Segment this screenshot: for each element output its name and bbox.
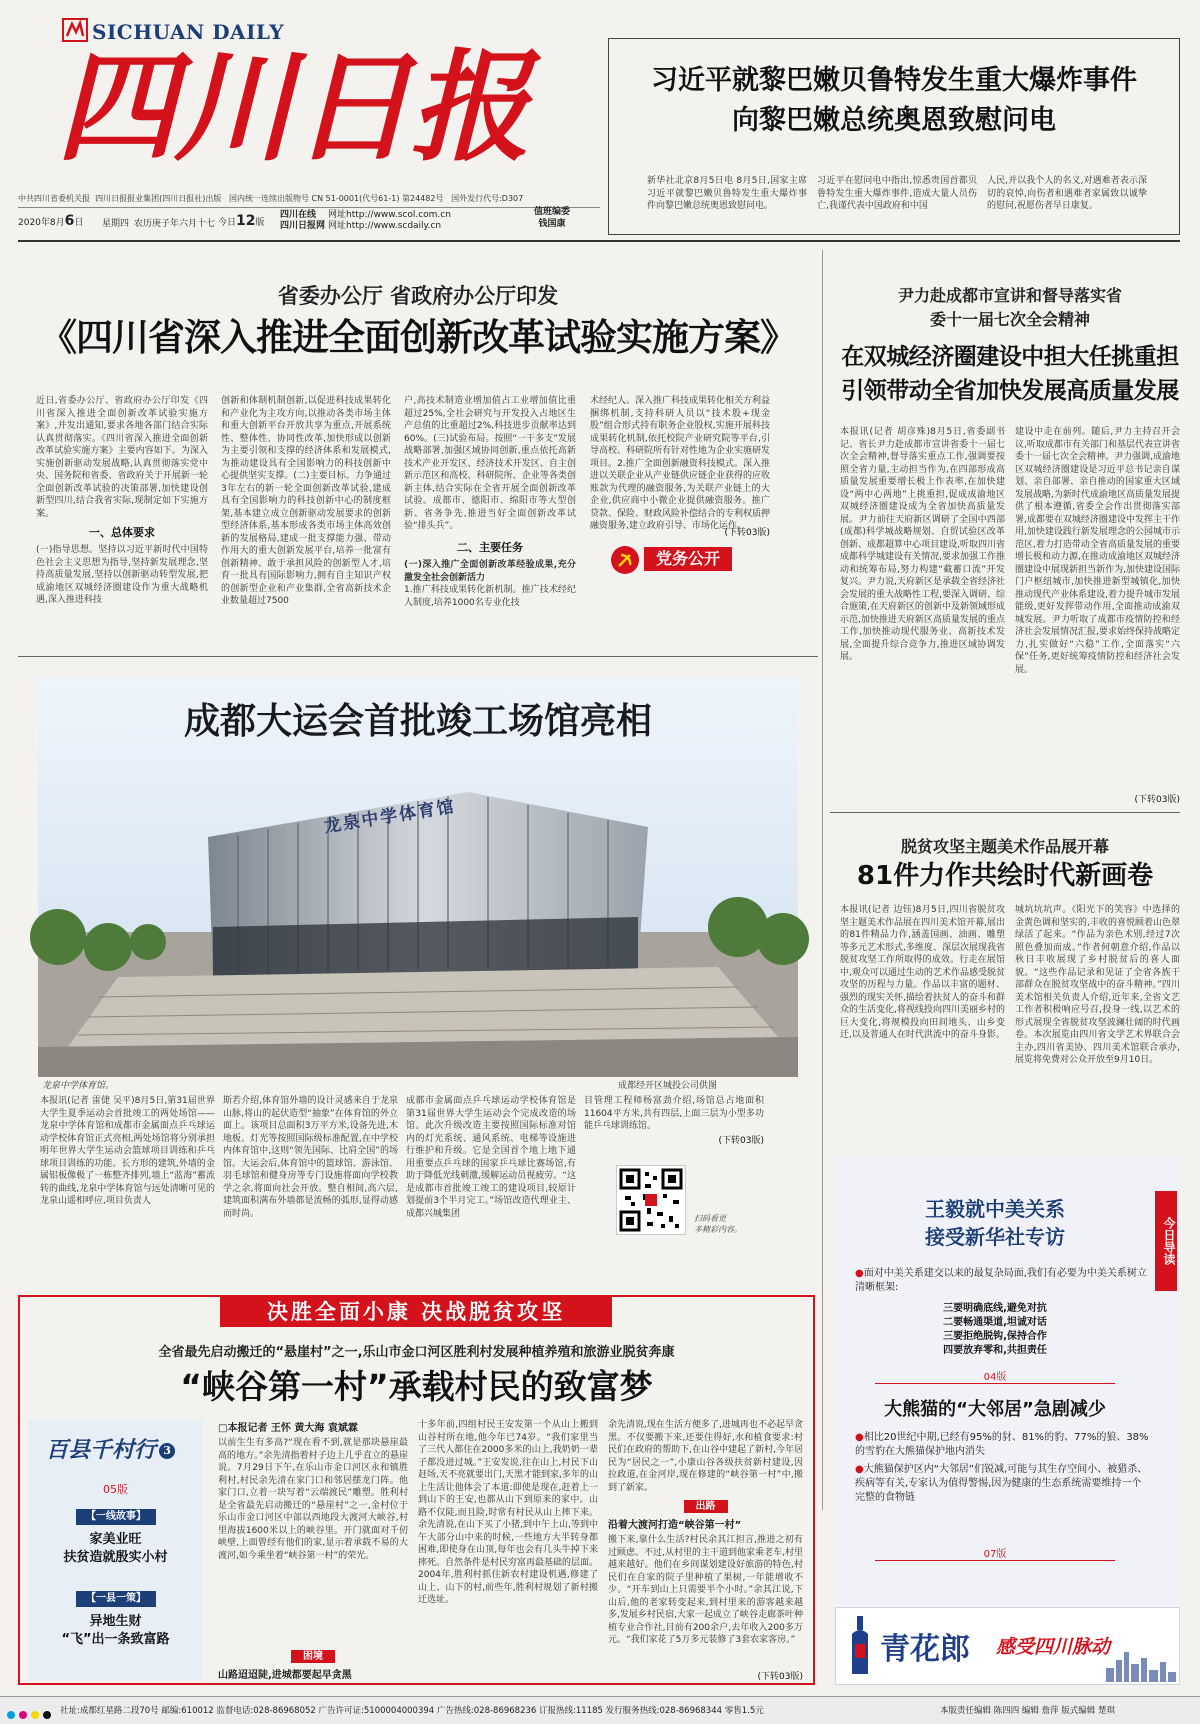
bullet-icon: ● <box>855 1432 864 1443</box>
story-2-title-line1: 异地生财 <box>89 1614 142 1629</box>
guide-item1-text <box>855 1267 1150 1295</box>
lead-col1 <box>36 395 208 650</box>
top-news-headline-line1: 习近平就黎巴嫩贝鲁特发生重大爆炸事件 <box>651 65 1137 96</box>
qr-caption <box>694 1213 742 1235</box>
footer <box>0 1696 1200 1724</box>
lunar-date: 农历庚子年六月十七 <box>134 219 216 229</box>
pages-num: 12 <box>236 213 256 229</box>
top-news-col1: 新华社北京8月5日电 8月5日,国家主席习近平就黎巴嫩贝鲁特发生重大爆炸事件向黎巴嫩总统奥恩致慰问电。 <box>647 176 807 211</box>
photo-caption: 龙泉中学体育馆。 <box>42 1081 115 1091</box>
today-guide-badge: 今日导读 <box>1155 1191 1177 1291</box>
cn-text: 国内统一连续出版物号 CN 51-0001(代号61-1) 第24482号 <box>228 194 444 203</box>
guide-point-2: 二要畅通渠道,坦诚对话 <box>943 1317 1047 1328</box>
lead-kicker: 省委办公厅 省政府办公厅印发 <box>277 284 559 308</box>
right-col2 <box>1015 426 1180 806</box>
overseas-code-text: 国外发行代号:D307 <box>451 194 524 203</box>
date-day: 6 <box>64 213 75 229</box>
lead-col1-subhead: 一、总体要求 <box>89 526 155 539</box>
top-news-box <box>608 38 1180 235</box>
guide-item1-headline[interactable] <box>835 1195 1155 1251</box>
photo-col3: 成都市金属面点乒乓球运动学校体育馆是第31届世界大学生运动会个完成改造的场馆。此次升级改造主要按照国际标准对馆内的灯光系统、通风系统、电梯等设施进行维护和升级。它是全国首个地上地下通用重要点乒乓球的国家乒乓球比赛场馆,有助于降低光线刺激,缓解运动员视疲劳。“这是成都市首批竣工竣工的建设项目,较原计划提前3个半月完工。”场馆改造代理业主、成都兴城集团 <box>406 1096 576 1219</box>
feature-col3-text: 余先清说,现在生活方便多了,进城再也不必起早贪黑。不仅要搬下来,还要住得好,水和植食要求:村民们在政府的帮助下,在山谷中建起了新村,今年居民为“居民之一”,小康山谷各级扶贫新村建设,因拉政道,在金河岸,现在修建的“峡谷第一村”中,搬到了新家。 <box>608 1420 803 1493</box>
lead-col4 <box>590 395 770 540</box>
guide-item2-text <box>855 1431 1150 1505</box>
art-col2: 城坑坑坑声。《阳光下的笑容》中选择的金黄色调和坚实的,丰收的喜悦顾着山色翠绿活了起来。“作品为亲色术别,经过7次照色叠加而成。”作者何朝意介绍,作品以秋日丰收展现了乡村脱贫后的喜人面貌。“这些作品记录和见证了全省各族干部群众在脱贫攻坚战中的奋斗精神。”四川美术馆相关负责人介绍,近年来,全省文艺工作者积极响应号召,投身一线,以艺术的形式展现全省脱贫攻坚波澜壮阔的时代画卷。本次展览由四川省文学艺术界联合会主办,四川省美协、四川美术馆联合承办,展览将免费对公众开放至9月10日。 <box>1015 905 1180 1065</box>
masthead-info-row2 <box>18 207 600 232</box>
top-news-col3: 人民,并以我个人的名义,对遇难者表示深切的哀悼,向伤者和遇难者家属致以诚挚的慰问,祝愿伤者早日康复。 <box>987 176 1147 211</box>
online-name-1: 四川在线 <box>280 210 317 220</box>
date-suffix: 日 <box>74 218 84 228</box>
feature-col3-text-b: 搬下来,靠什么生活?村民余其江担言,推进之初有过顾虑。不过,从村里的主干道到他家乘老车,村里越来越好。他们在乡间谋划建设好旅游的特色,村民们在自家的院子里种植了果树,一年能增收不少。“开车到山上只需要半个小时。”余其江说,下山后,他的老家转变起来,到村里来的游客越来越多,发展乡村民宿,大家一起成立了峡谷走廊茶叶种植专业合作社,目前有200余户,去年收入200多万元。“我们家花了5万多元装修了3套农家客房。” <box>608 1535 803 1645</box>
weekday: 星期四 <box>102 219 130 229</box>
feature-box <box>18 1295 815 1685</box>
lead-col4-text: 术经纪人。深入推广科技成果转化相关方利益捆绑机制,支持科研人员以“技术股+现金股”组合形式持有职务企业股权,实施开展科技成果转化机制,依托校院产业研究院等平台,引导高校、科研院所有针对性地为企业实施研发项目。2.推广全面创新融资科技模式。深入推进以关联企业从产业链供应链企业获得的应收账款为代理的融资服务,为关联产业链上的大企业,供应商中小微企业提供融资服务。推广贷款、保险、财政风险补偿结合的专利权质押融资服务,建立政府引导、市场化运作。 <box>590 396 771 531</box>
today-guide-sidebar <box>835 1155 1180 1685</box>
guide-point-1: 三要明确底线,避免对抗 <box>943 1303 1047 1314</box>
lead-col3 <box>404 395 576 650</box>
series-panel <box>28 1419 203 1681</box>
lead-turn-page[interactable]: (下转03版) <box>724 528 770 538</box>
top-news-headline-line2: 向黎巴嫩总统奥恩致慰问电 <box>732 105 1056 136</box>
party-emblem-icon <box>610 545 640 575</box>
story-2-title-line2: “飞”出一条致富路 <box>61 1632 170 1647</box>
photo-col4 <box>584 1095 764 1155</box>
series-page[interactable]: 05版 <box>103 1483 128 1496</box>
publisher-text: 四川日报报业集团(四川日报社)出版 <box>95 194 222 203</box>
right-headline-line1: 在双城经济圈建设中担大任挑重担 <box>841 344 1179 370</box>
building-sign: 龙泉中学体育馆 <box>322 796 458 838</box>
right-col2-text: 建设中走在前列。随后,尹力主持召开会议,听取成都市有关部门和基层代表宣讲省委十一届七次全会精神。尹力强调,成渝地区双城经济圈建设是习近平总书记亲自谋划、亲自部署、亲自推动的国家重大区域发展战略,为新时代成渝地区高质量发展提供了根本遵循,省委全会作出贯彻落实部署,成都要在双城经济圈建设中发挥主干作用,加快建设践行新发展理念的公园城市示范区,着力打造带动全省高质量发展的重要增长极和动力源,在推动成渝地区双城经济圈建设中展现新担当新作为,加快建设国际门户枢纽城市,加快推进新型城镇化,加快推动现代产业体系建设,着力提升城市发展能级,更好发挥带动作用,全面推动成渝双城发展。尹力听取了成都市疫情防控和经济社会发展情况汇报,要求始终保持战略定力,扎实做好“六稳”工作,全面落实“六保”任务,更好统筹疫情防控和经济社会发展。 <box>1015 427 1180 675</box>
art-kicker: 脱贫攻坚主题美术作品展开幕 <box>900 837 1109 856</box>
lead-col1-text-b: (一)指导思想。坚持以习近平新时代中国特色社会主义思想为指导,坚持新发展理念,坚持高质量发展,坚持以创新驱动转型发展,把成渝地区双城经济圈建设作为重大战略机遇,深入推进科技 <box>36 545 208 605</box>
photo-credit: 成都经开区城投公司供图 <box>618 1081 718 1091</box>
guide-item2-headline[interactable]: 大熊猫的“大邻居”急剧减少 <box>884 1399 1106 1420</box>
feature-col3-subhead-text: 沿着大渡河打造“峡谷第一村” <box>608 1520 742 1531</box>
guide-item2-page-label: 07版 <box>983 1549 1007 1560</box>
bullet-icon: ● <box>855 1464 864 1475</box>
feature-col1-text: 以前生生有多高?“现在看不到,就是那块悬崖最高的地方。”余先清指着村子边上几乎直立的悬崖说。7月29日下午,在乐山市金口河区永和镇胜利村,村民余先清在家门口和邻居摆龙门阵。他家门口,立着一块写着“云端渡民”雕塑。胜利村是全省最先启动搬迁的“悬崖村”之一,金村位于乐山市金口河区中部以西地段大渡河大峡谷,村里海拔1600米以上的峡谷里。开门就面对千仞峡壁,上面曾经有他们的家,显示着承载不易的大渡河,如今乘坐着“峡谷第一村”的荣光。 <box>218 1438 408 1561</box>
art-top-rule <box>830 812 1180 813</box>
sponsor-text: 中共四川省委机关报 <box>18 194 90 203</box>
feature-col1-subhead-text: 山路迢迢陡,进城都要起早贪黑 <box>218 1670 352 1681</box>
story-1-title-line2: 扶贫造就殷实小村 <box>63 1550 168 1565</box>
website-link-1[interactable]: 网址http://www.scol.com.cn <box>328 210 451 220</box>
feature-byline: □本报记者 王怀 黄大海 袁斌霖 <box>218 1423 358 1434</box>
right-kicker-line1: 尹力赴成都市宣讲和督导落实省 <box>897 286 1122 305</box>
guide-item1-headline-line2: 接受新华社专访 <box>925 1225 1065 1249</box>
feature-headline: “峡谷第一村”承载村民的致富梦 <box>180 1367 653 1406</box>
feature-col2: 十多年前,四组村民王安发第一个从山上搬到山谷村所在地,他今年已74岁。“我们家里当了三代人都住在2000多米的山上,我奶奶一辈子都没进过城。”王安发说,往在山上,村民下山赶场,天不亮就要出门,天黑才能到家,多年的山上生活让他体会了本道:即使是现在,赶着上一到山下的王安,也都从山下到原来的家中。山路不仅陡,而且险,时常有村民从山上摔下来。余先清说,在山下买了小猪,到中午上山,等到中午大部分山中来的时候,一些地方大半转身都困难,即使身在山顶,每年也会有几头牛掉下来摔死。自然条件是村民穷富再最基础的层面。2004年,胜利村抓住新农村建设机遇,修建了山上、山下的村,前些年,胜利村规划了新村搬迁选址。 <box>418 1420 599 1605</box>
date-prefix: 2020年8月 <box>18 218 65 228</box>
guide-item1-page[interactable] <box>875 1368 1115 1384</box>
ad-slogan: 感受四川脉动 <box>996 1636 1111 1658</box>
right-headline <box>830 340 1190 408</box>
story-1-title-line1: 家美业旺 <box>89 1532 142 1547</box>
feature-kicker: 全省最先启动搬迁的“悬崖村”之一,乐山市金口河区胜利村发展种植养殖和旅游业脱贫奔康 <box>158 1345 675 1360</box>
issue-date <box>18 213 83 229</box>
duty-editor-name: 钱国康 <box>538 219 566 229</box>
feature-turn-page[interactable]: (下转03版) <box>757 1672 803 1682</box>
photo-col4-text: 目管理工程师杨富劲介绍,场馆总占地面积11604平方米,共有四层,上面三层为小型多功能乒乓球训练馆。 <box>584 1096 764 1131</box>
masthead-bottom-rule <box>18 240 1180 242</box>
lead-headline: 《四川省深入推进全面创新改革试验实施方案》 <box>40 316 796 359</box>
footer-editors: 本版责任编辑 陈四四 编辑 詹萍 版式编辑 楚琪 <box>940 1706 1116 1716</box>
skyline-icon <box>1106 1648 1176 1682</box>
photo-col1: 本报讯(记者 雷倢 吴平)8月5日,第31届世界大学生夏季运动会首批竣工的两处场馆——龙泉中学体育馆和成都市金属面点乒乓球运动学校体育馆正式亮相,两处场馆将分别承担明年世界大学生运动会篮球项目训练和乒乓球项目训练的功能。长方形的建筑,外墙的金属铝板像极了一栋整齐排列,墙上“蓝海”蓄流转的曲线,龙泉中学体育馆与远处清晰可见的龙泉山遥相呼应,项目负责人 <box>40 1096 215 1206</box>
guide-item1-points <box>835 1302 1155 1358</box>
masthead-title: 四川日报 <box>56 37 528 178</box>
guide-item2-page[interactable] <box>875 1545 1115 1561</box>
online-names <box>280 210 325 232</box>
guide-item1-summary: 面对中美关系建交以来的最复杂局面,我们有必要为中美关系树立清晰框架: <box>855 1268 1147 1293</box>
party-affairs-label: 党务公开 <box>644 547 732 571</box>
right-col1: 本报讯(记者 胡彦殊)8月5日,省委副书记、省长尹力赴成都市宣讲省委十一届七次全会精神,督导落实重点工作,强调要按照全省力量,主动担当作为,在四部形成高质量发展重要增长极上作表率,在加快建设“两中心两地”上挑重担,促成成渝地区双城经济圈建设成为全省加快高质量发展。尹力前往天府新区调研了全国中西部(成都)科学城战略规划、自贸试验区改革创新、成都超算中心项目建设,听取四川省成都科学城建设有关情况,要求加强工作推动和统筹布局,努力构建“截蓄口流”开发复兴。尹力说,天府新区是承载全省经济社会发展的重大战略性工程,要深入调研、综合施策,在天府新区的创新中及新领域形成示范,加快推进天府新区高质量发展的重点工作,加快推动现代服务业、高新技术发展,全面提升综合竞争力,推进区域协调发展。 <box>840 427 1005 662</box>
guide-point-3: 三要拒绝脱钩,保持合作 <box>943 1331 1047 1342</box>
pages-prefix: 今日 <box>218 218 237 228</box>
series-number-badge: 3 <box>159 1443 175 1459</box>
story-1-title[interactable] <box>28 1531 203 1567</box>
lead-story <box>18 250 818 650</box>
right-headline-line2: 引领带动全省加快发展高质量发展 <box>841 378 1179 404</box>
right-column-divider <box>822 250 823 1510</box>
party-affairs-badge <box>610 545 740 575</box>
pages-suffix: 版 <box>255 218 265 228</box>
art-headline: 81件力作共绘时代新画卷 <box>856 861 1154 891</box>
art-col1: 本报讯(记者 边钰)8月5日,四川省脱贫攻坚主题美术作品展在四川美术馆开幕,展出的81件精品力作,涵盖国画、油画、雕塑等多元艺术形式,多维度、深层次展现我省脱贫攻坚工作所取得的成效。行走在展馆中,观众可以通过生动的艺术作品感受脱贫攻坚的历程与力量。作品以丰富的题材、强烈的现实关怀,描绘着扶贫人的奋斗和群众的生活变化,将视线投向四川美丽乡村的巨大变化,将规模投向田间地头、山乡变迁,以及普通人在时代洪流中的奋斗身影。 <box>840 905 1005 1040</box>
photo-headline: 成都大运会首批竣工场馆亮相 <box>183 701 652 742</box>
guide-item1-page-label: 04版 <box>983 1372 1007 1383</box>
color-registration-marks <box>6 1705 56 1715</box>
liquor-ad[interactable] <box>835 1607 1180 1685</box>
ad-brand: 青花郎 <box>880 1632 970 1667</box>
page-count <box>218 213 265 229</box>
english-masthead-name: SICHUAN DAILY <box>92 20 284 44</box>
guide-point-4: 四要放弃零和,共担责任 <box>943 1345 1047 1356</box>
website-link-2[interactable]: 网址http://www.scdaily.cn <box>328 221 442 231</box>
series-title-text: 百县千村行 <box>46 1437 157 1463</box>
lead-col3-text-c: 1.推广科技成果转化新机制。推广技术经纪人制度,培养1000名专业化技 <box>404 585 576 608</box>
photo-story <box>18 665 818 1290</box>
lead-col1-text: 近日,省委办公厅、省政府办公厅印发《四川省深入推进全面创新改革试验实施方案》,并发出通知,要求各地各部门结合实际认真贯彻落实。《四川省深入推进全面创新改革试验实施方案》主要内容如下。为深入实施创新驱动发展战略,认真贯彻落实党中央、国务院和省委、省政府关于开展新一轮全面创新改革试验的决策部署,加快建设创新型四川,结合我省实际,现制定如下实施方案。 <box>36 396 208 519</box>
right-kicker-line2: 委十一届七次全会精神 <box>929 310 1090 329</box>
guide-item2-summary-1: 相比20世纪中期,已经有95%的豺、81%的豹、77%的狼、38%的雪豹在大熊猫保护地内消失 <box>855 1432 1149 1457</box>
lead-col3-subhead: 二、主要任务 <box>457 541 523 554</box>
duty-editor-label: 值班编委 <box>534 207 571 217</box>
right-kicker <box>830 284 1190 332</box>
online-name-2: 四川日报网 <box>280 221 326 231</box>
masthead-rule <box>18 207 600 208</box>
liquor-bottle-icon <box>848 1616 872 1676</box>
lead-col2: 创新和体制机制创新,以促进科技成果转化和产业化为主攻方向,以推动各类市场主体和重大创新平台开放共享为重点,开展系统性、整体性、协同性改革,加快形成以创新为主要引领和支撑的经济体系和发展模式,为推动建设具有全国影响力的科技创新中心提供坚实支撑。(二)主要目标。力争通过3年左右的新一轮全面创新改革试验,建成具有全国影响力的科技创新中心的制度框架,基本建立成立创新驱动发展要求的创新型经济体系,基本形成各类市场主体高效创新的发展格局,建成一批支撑能力强、带动作用大的重大创新发展平台,培养一批富有创新精神、敢于承担风险的创新型人才,培育一批具有国际影响力,拥有自主知识产权的创新型企业和产业集群,全省高新技术企业数量超过7500 <box>221 396 391 606</box>
masthead-info-row1 <box>18 193 598 206</box>
qr-caption-line2: 多精彩内容。 <box>694 1225 742 1234</box>
story-2-title[interactable] <box>28 1613 203 1649</box>
feature-banner: 决胜全面小康 决战脱贫攻坚 <box>220 1297 612 1327</box>
series-title[interactable] <box>46 1433 175 1464</box>
feature-col3-subhead: 出路 <box>684 1500 728 1513</box>
feature-col1 <box>218 1419 408 1681</box>
top-news-headline <box>609 61 1179 141</box>
story-tag-2: 【一县一策】 <box>76 1591 156 1607</box>
bullet-icon: ● <box>855 1268 864 1279</box>
footer-info: 社址:成都红星路二段70号 邮编:610012 监督电话:028-86968052 广告许可证:5100004000394 广告热线:028-86968236 订报热线:11185 发行服务热线:028-86968344 零售1.5元 <box>60 1706 764 1716</box>
guide-item1-headline-line1: 王毅就中美关系 <box>925 1197 1065 1221</box>
feature-col1-subhead: 困境 <box>291 1650 335 1663</box>
feature-col3 <box>608 1419 803 1681</box>
right-story <box>830 250 1190 810</box>
lead-col3-text-b: (一)深入推广全面创新改革经验成果,充分激发全社会创新活力 <box>404 560 576 583</box>
photo-turn-page[interactable]: (下转03版) <box>718 1135 764 1146</box>
top-news-col2: 习近平在慰问电中指出,惊悉贵国首都贝鲁特发生重大爆炸事件,造成大量人员伤亡,我谨代表中国政府和中国 <box>817 176 977 211</box>
right-turn-page[interactable]: (下转03版) <box>1134 795 1180 805</box>
lead-bottom-rule <box>18 656 818 657</box>
story-tag-1: 【一线故事】 <box>76 1509 156 1525</box>
lead-col3-text: 户,高技术制造业增加值占工业增加值比重超过25%,全社会研究与开发投入占地区生产总值的比重超过2%,科技进步贡献率达到60%。(三)试验布局。按照“一干多支”发展战略部署,加强区域协同创新,重点依托高新技术产业开发区、经济技术开发区、自主创新示范区和高校、科研院所、企业等各类创新主体,结合实际在全省开展全面创新改革试验。成都市、德阳市、绵阳市等大型创新、省务争先,推进当好全面创新改革试验“排头兵”。 <box>404 396 576 531</box>
photo-col2: 斯若介绍,体育馆外墙的设计灵感来自于龙泉山脉,将山的起伏造型“抽象”在体育馆的外立面上。该项目总面积3万平方米,设备先进,木地板、灯光等按照国际级标准配置,在中学校内体育馆中,这则“领先国际、比肩全国”的场馆。大运会后,体育馆中的篮球馆、游泳馆、羽毛球馆和健身房等专门设施将面向学校教学之余,将面向社会开放。整自相间,高六层,建筑面积满布外墙都是流畅的弧形,显得动感而时尚。 <box>223 1096 398 1219</box>
duty-editor <box>534 206 570 230</box>
art-story <box>830 818 1190 1148</box>
qr-caption-line1: 扫码看更 <box>694 1214 726 1223</box>
qr-code-icon[interactable] <box>616 1165 686 1235</box>
website-urls <box>328 210 451 232</box>
guide-item2-summary-2: 大熊猫保护区内“大邻居”们锐减,可能与其生存空间小、被猎杀、疾病等有关,专家认为值得警惕,因为健康的生态系统需要维持一个完整的食物链 <box>855 1464 1148 1503</box>
